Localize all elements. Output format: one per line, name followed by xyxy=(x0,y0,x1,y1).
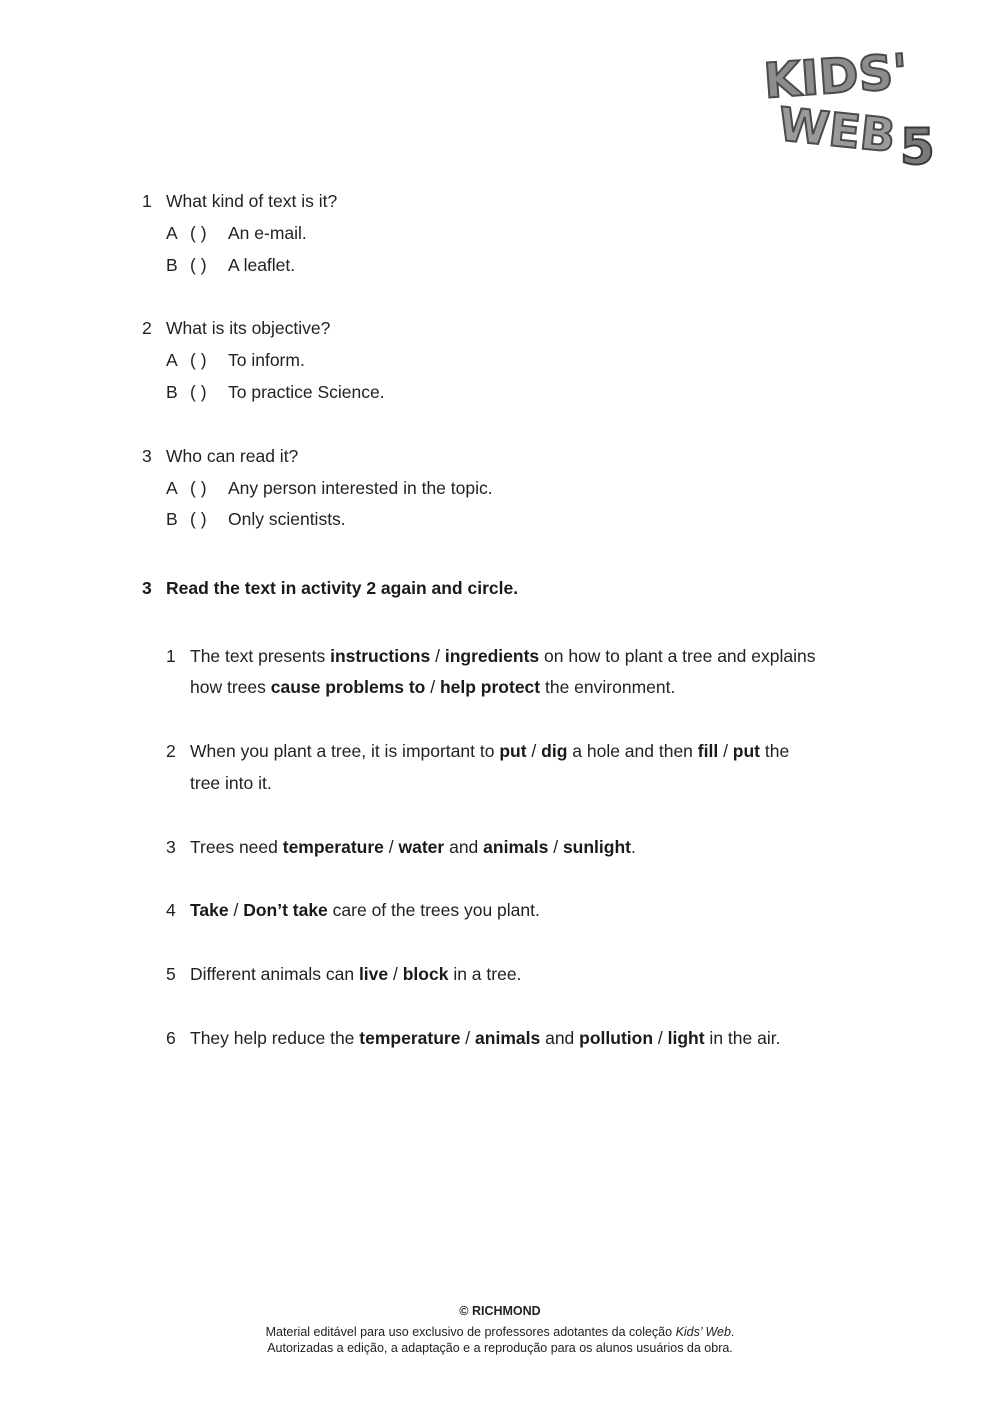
item-line: Different animals can live / block in a tree. xyxy=(190,964,522,984)
choice-word[interactable]: dig xyxy=(541,741,568,761)
activity-instruction: Read the text in activity 2 again and circle. xyxy=(166,578,519,598)
choice-word[interactable]: Don’t take xyxy=(243,900,328,920)
choice-word[interactable]: sunlight xyxy=(562,837,631,857)
choice-word[interactable]: pollution xyxy=(579,1028,654,1048)
item-line: Take / Don’t take care of the trees you plant. xyxy=(190,900,540,920)
item-line: They help reduce the temperature / animals and pollution / light in the air. xyxy=(190,1028,781,1048)
footer-line-1: Material editável para uso exclusivo de professores adotantes da coleção Kids’ Web. xyxy=(265,1325,735,1339)
item-line-2: how trees cause problems to / help protect the environment. xyxy=(190,677,676,697)
choice-word[interactable]: block xyxy=(402,964,449,984)
choice-word[interactable]: live xyxy=(358,964,389,984)
choice-word[interactable]: instructions xyxy=(330,646,431,666)
choice-word[interactable]: animals xyxy=(483,837,549,857)
kids-web-logo xyxy=(758,42,950,170)
choice-word[interactable]: Take xyxy=(190,900,229,920)
question-text: What kind of text is it? xyxy=(166,191,338,211)
item-number: 6 xyxy=(166,1028,176,1048)
answer-blank[interactable]: ( ) xyxy=(190,350,207,370)
answer-blank[interactable]: ( ) xyxy=(190,478,207,498)
choice-word[interactable]: temperature xyxy=(359,1028,461,1048)
option-text: To inform. xyxy=(228,350,305,370)
option-letter: A xyxy=(166,350,178,370)
activity-number: 3 xyxy=(142,578,152,598)
choice-word[interactable]: help protect xyxy=(439,677,541,697)
question-number: 3 xyxy=(142,446,152,466)
question-text: Who can read it? xyxy=(166,446,299,466)
option-text: An e-mail. xyxy=(228,223,307,243)
logo-number: 5 xyxy=(900,118,935,170)
option-text: A leaflet. xyxy=(228,255,296,275)
item-line-2: tree into it. xyxy=(190,773,272,793)
choice-word[interactable]: water xyxy=(398,837,445,857)
footer-copyright: © RICHMOND xyxy=(459,1304,541,1318)
choice-word[interactable]: temperature xyxy=(282,837,384,857)
item-line-1: The text presents instructions / ingredients on how to plant a tree and explains xyxy=(190,646,816,666)
choice-word[interactable]: ingredients xyxy=(444,646,540,666)
item-number: 4 xyxy=(166,900,176,920)
item-line-1: When you plant a tree, it is important to put / dig a hole and then fill / put the xyxy=(190,741,790,761)
option-text: Only scientists. xyxy=(228,509,346,529)
item-number: 1 xyxy=(166,646,176,666)
choice-word[interactable]: fill xyxy=(697,741,719,761)
question-number: 1 xyxy=(142,191,152,211)
option-text: Any person interested in the topic. xyxy=(228,478,493,498)
item-number: 2 xyxy=(166,741,176,761)
option-letter: A xyxy=(166,223,178,243)
answer-blank[interactable]: ( ) xyxy=(190,509,207,529)
item-line: Trees need temperature / water and animals / sunlight. xyxy=(190,837,636,857)
choice-word[interactable]: light xyxy=(667,1028,705,1048)
logo-line1: KIDS' xyxy=(761,43,910,110)
answer-blank[interactable]: ( ) xyxy=(190,223,207,243)
item-number: 3 xyxy=(166,837,176,857)
answer-blank[interactable]: ( ) xyxy=(190,382,207,402)
option-letter: A xyxy=(166,478,178,498)
footer-line-2: Autorizadas a edição, a adaptação e a reprodução para os alunos usuários da obra. xyxy=(267,1341,733,1355)
choice-word[interactable]: put xyxy=(732,741,761,761)
option-letter: B xyxy=(166,255,178,275)
question-text: What is its objective? xyxy=(166,318,331,338)
choice-word[interactable]: put xyxy=(499,741,527,761)
logo-line2: WEB xyxy=(775,96,898,163)
option-text: To practice Science. xyxy=(228,382,385,402)
item-number: 5 xyxy=(166,964,176,984)
question-number: 2 xyxy=(142,318,152,338)
choice-word[interactable]: animals xyxy=(475,1028,541,1048)
choice-word[interactable]: cause problems to xyxy=(270,677,426,697)
option-letter: B xyxy=(166,382,178,402)
answer-blank[interactable]: ( ) xyxy=(190,255,207,275)
option-letter: B xyxy=(166,509,178,529)
